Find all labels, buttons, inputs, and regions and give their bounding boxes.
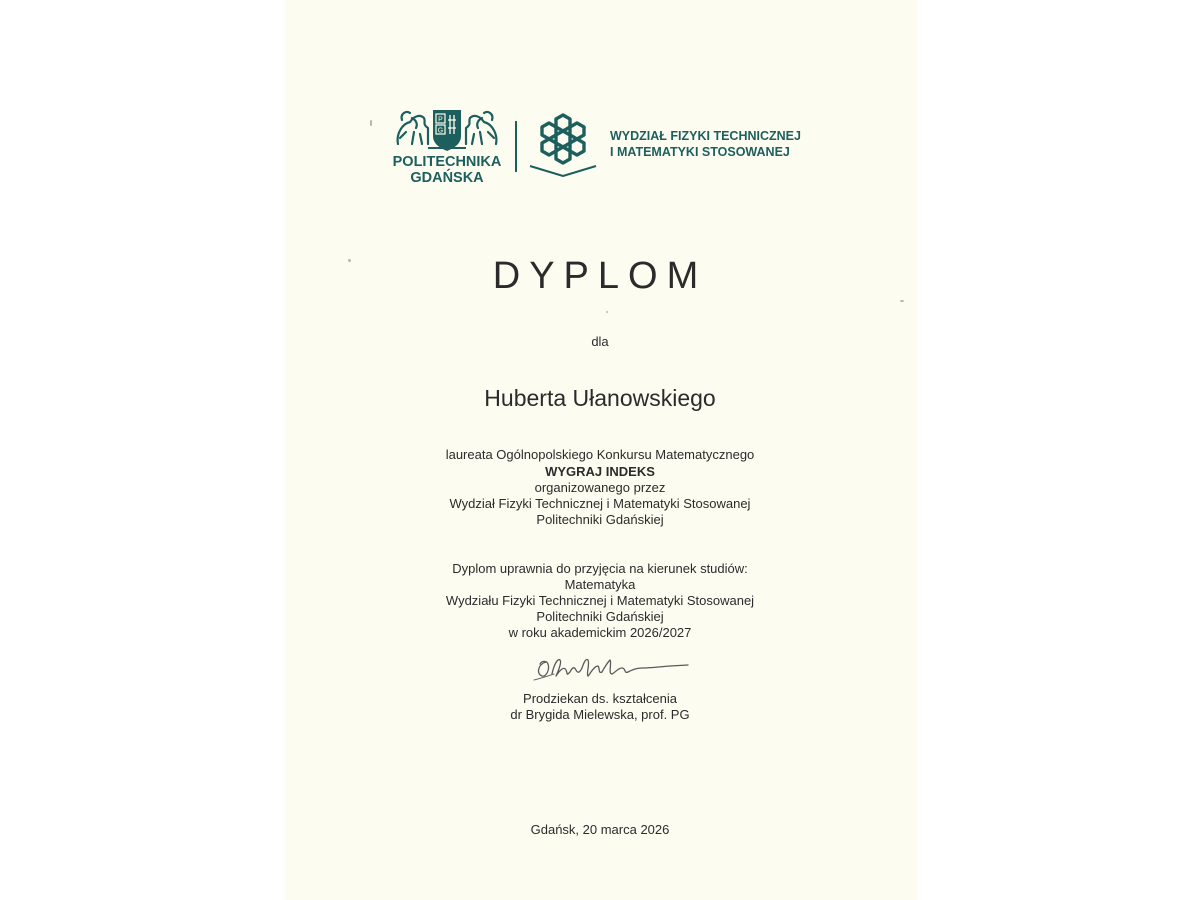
signatory-role: Prodziekan ds. kształcenia xyxy=(523,691,677,706)
award-line-1: laureata Ogólnopolskiego Konkursu Matematycznego xyxy=(445,447,755,462)
diploma-title: DYPLOM xyxy=(492,255,708,297)
entitlement-line-1: Dyplom uprawnia do przyjęcia na kierunek studiów: xyxy=(452,561,748,576)
university-name-line-1: POLITECHNIKA xyxy=(392,154,502,170)
svg-text:G: G xyxy=(437,127,444,135)
study-field: Matematyka xyxy=(564,577,636,592)
entitlement-line-4: Politechniki Gdańskiej xyxy=(536,609,664,624)
paper-speck xyxy=(348,259,351,262)
faculty-name-line-1: WYDZIAŁ FIZYKI TECHNICZNEJ xyxy=(610,129,801,143)
for-label: dla xyxy=(591,334,609,349)
faculty-hexagon-logo-icon xyxy=(528,112,598,177)
recipient-name: Huberta Ułanowskiego xyxy=(484,385,716,411)
logo-divider xyxy=(515,121,517,172)
paper-speck xyxy=(900,300,904,302)
faculty-name-line-2: I MATEMATYKI STOSOWANEJ xyxy=(610,145,790,159)
handwritten-signature xyxy=(528,652,700,686)
paper-speck xyxy=(606,311,608,313)
svg-text:P: P xyxy=(438,116,443,124)
pg-crest-icon xyxy=(392,104,502,154)
place-and-date: Gdańsk, 20 marca 2026 xyxy=(530,822,670,837)
faculty-name xyxy=(610,128,830,160)
award-line-3: organizowanego przez xyxy=(534,480,666,495)
university-name-line-2: GDAŃSKA xyxy=(410,170,484,186)
university-name xyxy=(392,154,502,186)
entitlement-line-3: Wydziału Fizyki Technicznej i Matematyki Stosowanej xyxy=(445,593,755,608)
paper-speck xyxy=(370,120,372,126)
academic-year: w roku akademickim 2026/2027 xyxy=(508,625,692,640)
signatory-name: dr Brygida Mielewska, prof. PG xyxy=(510,707,690,722)
award-line-4: Wydział Fizyki Technicznej i Matematyki Stosowanej xyxy=(449,496,751,511)
politechnika-gdanska-logo xyxy=(392,104,502,188)
award-line-5: Politechniki Gdańskiej xyxy=(536,512,664,527)
contest-name: WYGRAJ INDEKS xyxy=(545,464,655,479)
